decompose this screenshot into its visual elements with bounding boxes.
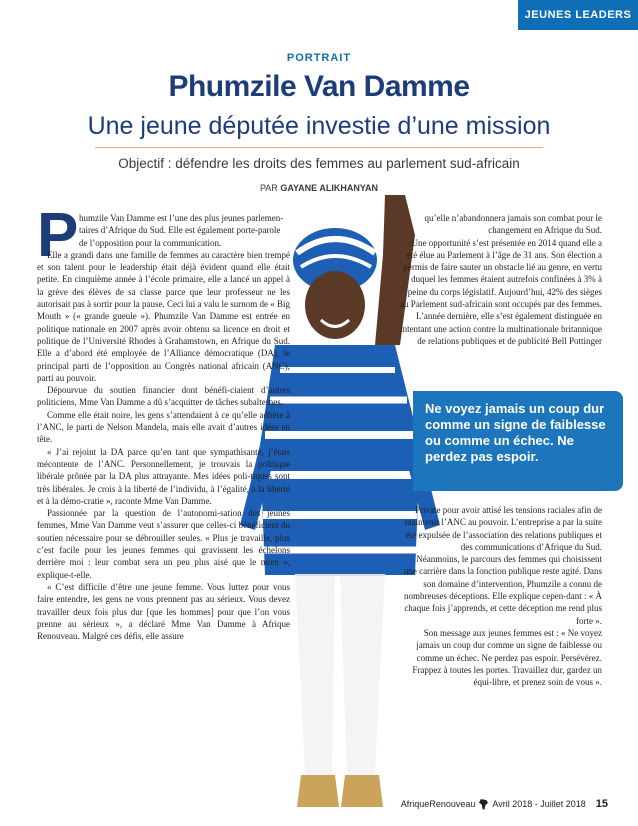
- paragraph: « C’est difficile d’être une jeune femme. Vous luttez pour vous faire entendre, les gens ne vous prennent pas au sérieux. Vous devez travailler deux fois plus dur [que les hommes] pour que l’on vous prenne au sérieux », a déclaré Mme Van Damme à Afrique Renouveau. Malgré ces défis, elle assure: [37, 581, 290, 642]
- byline-prefix: PAR: [259, 183, 278, 193]
- page-footer: [401, 798, 608, 810]
- magazine-name: AfriqueRenouveau: [400, 799, 476, 809]
- drop-cap: P: [37, 201, 79, 270]
- africa-map-icon: [479, 799, 488, 810]
- right-column-top: [398, 212, 602, 347]
- article-objective: Objectif : défendre les droits des femmes au parlement sud-africain: [118, 156, 520, 171]
- title-divider: [95, 147, 543, 148]
- paragraph: Dépourvue du soutien financier dont bénéfi-ciaient d’autres politiciens, Mme Van Damme a dû s’acquitter de tâches subalternes.: [37, 385, 290, 408]
- byline: [0, 183, 638, 193]
- paragraph: Elle a grandi dans une famille de femmes au caractère bien trempé et son talent pour le leadership était déjà évident quand elle était petite. En cinquième année à l’école primaire, elle a lancé un appel à la grève des élèves de sa classe parce que leur professeur ne les autorisait pas à sortir pour la pause. Ceci lui a valu le surnom de « Big Mouth » (« grande gueule »). Phumzile Van Damme est entrée en politique nationale en 2007 après avoir obtenu sa licence en droit et politique de l’Université Rhodes à Grahamstown, en Afrique du Sud. Elle a d’abord été employée de l’Alliance démocratique (DA), le principal parti de l’opposition au Congrès national africain (ANC), parti au pouvoir.: [37, 249, 290, 383]
- byline-author: GAYANE ALIKHANYAN: [280, 183, 379, 193]
- paragraph: humzile Van Damme est l’une des plus jeunes parlemen-: [79, 213, 284, 223]
- page-number: 15: [595, 798, 608, 810]
- right-column-bottom: [395, 504, 602, 688]
- section-tag: JEUNES LEADERS: [518, 0, 638, 30]
- paragraph: de l’opposition pour la communication.: [79, 237, 222, 248]
- issue-date: Avril 2018 - Juillet 2018: [492, 799, 586, 809]
- section-label: PORTRAIT: [286, 52, 352, 64]
- left-column: [37, 212, 290, 642]
- paragraph: Son message aux jeunes femmes est : « Ne voyez jamais un coup dur comme un signe de faiblesse ou comme un échec. Ne perdez pas espoir. Persévérez. Frappez à toutes les portes. Travaillez dur, gardez un équi-libre, et prenez soin de vous ».: [412, 627, 602, 688]
- paragraph: Comme elle était noire, les gens s’attendaient à ce qu’elle adhère à l’ANC, le parti de Nelson Mandela, mais elle avait d’autres idées en tête.: [37, 409, 290, 445]
- paragraph: qu’elle n’abandonnera jamais son combat pour le changement en Afrique du Sud.: [424, 213, 602, 236]
- pull-quote: Ne voyez jamais un coup dur comme un signe de faiblesse ou comme un échec. Ne perdez pas espoir.: [413, 391, 623, 491]
- paragraph: L’année dernière, elle s’est également distinguée en intentant une action contre la multinationale britannique de relations publiques et de publicité Bell Pottinger: [400, 311, 602, 346]
- paragraph: taires d’Afrique du Sud. Elle est également porte-parole: [79, 225, 281, 236]
- paragraph: Néanmoins, le parcours des femmes qui choisissent une carrière dans la fonction publique reste agité. Dans son domaine d’intervention, Phumzile a connu de nombreuses déceptions. Elle explique cepen-dant : « À chaque fois j’apprends, et cette déception me rend plus forte ».: [403, 554, 602, 626]
- paragraph: « J’ai rejoint la DA parce qu’en tant que sympathisante, j’étais mécontente de l’ANC. Personnellement, je trouvais la politique libérale prônée par la DA plus attrayante. Mes idées poli-tiques sont très libérales. Je crois à la liberté de l’individu, à l’égalité, à la liberté et à la démo-cratie », raconte Mme Van Damme.: [37, 446, 290, 506]
- paragraph: Une opportunité s’est présentée en 2014 quand elle a été élue au Parlement à l’âge de 31 ans. Son élection a permis de faire sauter un obstacle lié au genre, en vertu duquel les femmes étaient autrefois confinées à 3% à peine du corps législatif. Aujourd’hui, 42% des sièges au Parlement sud-africain sont occupés par des femmes.: [400, 237, 602, 310]
- paragraph: Passionnée par la question de l’autonomi-sation des jeunes femmes, Mme Van Damme veut s’assurer que celles-ci bénéficient du soutien nécessaire pour se débrouiller seules. « Plus je travaille, plus c’est facile pour les jeunes femmes qui gravissent les échelons derrière moi : leur combat sera un peu plus aisé que le mien », explique-t-elle.: [37, 508, 290, 580]
- article-subtitle: Une jeune députée investie d’une mission: [87, 112, 551, 140]
- article-title: Phumzile Van Damme: [168, 70, 470, 103]
- paragraph: Private pour avoir attisé les tensions raciales afin de maintenir l’ANC au pouvoir. L’entreprise a par la suite été expulsée de l’association des relations publiques et des communications d’Afrique du Sud.: [404, 505, 602, 552]
